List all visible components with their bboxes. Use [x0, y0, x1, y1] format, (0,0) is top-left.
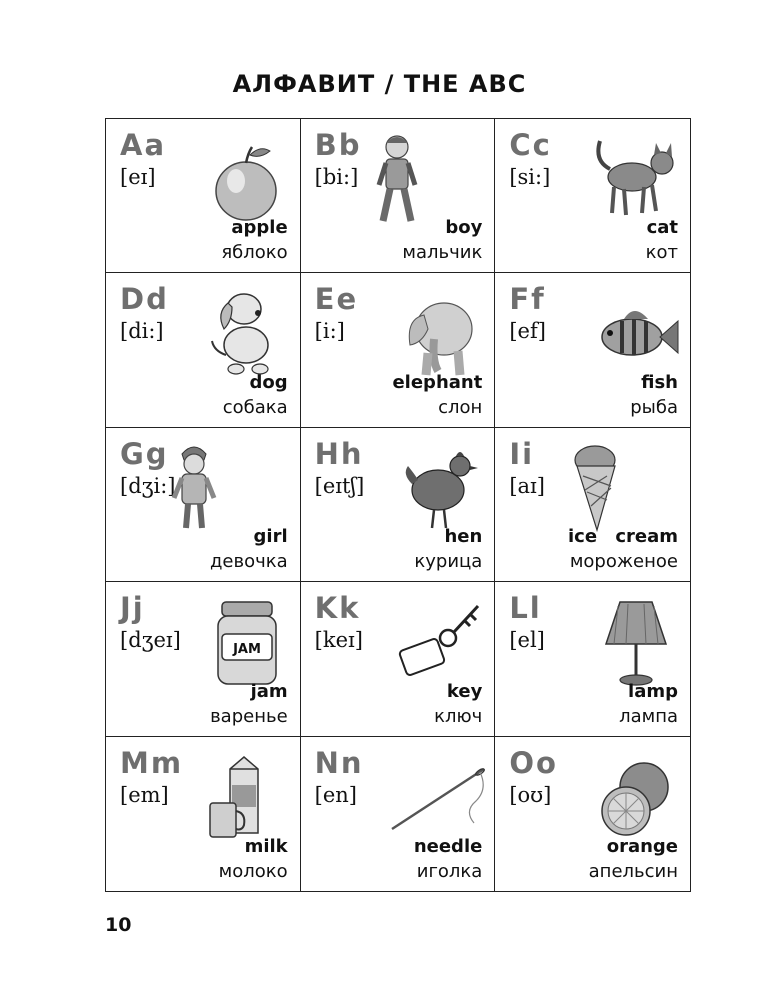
card-phonetic: [ef] [509, 319, 546, 344]
card-word: lamp [628, 680, 678, 702]
alphabet-card-b [301, 119, 496, 273]
card-letter: Ff [509, 282, 546, 317]
card-letter: Ii [509, 436, 535, 471]
card-translation: слон [438, 396, 483, 418]
card-phonetic: [dʒi:] [120, 473, 176, 498]
card-phonetic: [el] [509, 628, 545, 653]
card-phonetic: [dʒeɪ] [120, 628, 181, 653]
card-phonetic: [si:] [509, 165, 551, 189]
card-word: orange [606, 835, 678, 857]
card-word: fish [641, 371, 678, 393]
alphabet-card-m [106, 737, 301, 891]
alphabet-card-g [106, 428, 301, 582]
card-letter: Gg [120, 436, 169, 471]
hen-icon [398, 440, 484, 536]
elephant-icon [398, 285, 484, 381]
card-letter: Nn [314, 745, 364, 780]
card-translation: апельсин [588, 860, 678, 882]
page-title: АЛФАВИТ / THE ABC [232, 70, 527, 98]
card-phonetic: [bi:] [314, 165, 359, 189]
card-translation: молоко [218, 860, 288, 882]
alphabet-card-l [495, 582, 690, 736]
card-translation: варенье [210, 705, 288, 727]
card-word: dog [249, 371, 288, 393]
boy-icon [371, 131, 457, 227]
card-letter: Bb [314, 128, 362, 162]
card-letter: Aa [120, 128, 167, 162]
dog-icon [204, 285, 290, 381]
ice-cream-icon [567, 440, 653, 536]
alphabet-card-o [495, 737, 690, 891]
alphabet-card-e [301, 273, 496, 427]
alphabet-card-c [495, 119, 690, 273]
card-letter: Cc [509, 128, 552, 162]
key-icon [398, 594, 484, 690]
card-translation: ключ [434, 705, 483, 727]
card-word: cat [646, 217, 678, 239]
card-word: needle [413, 835, 483, 857]
alphabet-card-h [301, 428, 496, 582]
card-word: elephant [392, 371, 483, 393]
card-phonetic: [en] [314, 782, 357, 807]
card-translation: кот [645, 242, 678, 264]
card-translation: яблоко [221, 242, 288, 264]
card-word: apple [231, 217, 288, 239]
card-phonetic: [i:] [314, 319, 345, 344]
card-phonetic: [eɪtʃ] [314, 473, 365, 498]
alphabet-card-k [301, 582, 496, 736]
card-word: girl [253, 526, 288, 548]
card-letter: Kk [314, 591, 361, 626]
card-word: key [446, 680, 483, 702]
card-phonetic: [em] [120, 782, 169, 807]
page-number: 10 [105, 914, 132, 936]
card-word: jam [250, 680, 288, 702]
alphabet-card-a [106, 119, 301, 273]
card-letter: Ll [509, 591, 542, 626]
card-translation: курица [414, 551, 483, 573]
apple-icon [204, 131, 290, 227]
card-phonetic: [oʊ] [509, 782, 552, 807]
alphabet-card-d [106, 273, 301, 427]
orange-icon [594, 749, 680, 845]
card-phonetic: [di:] [120, 319, 164, 344]
jam-label: JAM [232, 642, 261, 658]
card-letter: Ee [314, 282, 359, 317]
card-letter: Jj [120, 591, 145, 626]
needle-icon [376, 749, 486, 845]
lamp-icon [594, 594, 680, 690]
alphabet-card-f [495, 273, 690, 427]
milk-icon [204, 749, 290, 845]
card-phonetic: [aɪ] [509, 473, 545, 498]
card-phonetic: [keɪ] [314, 628, 363, 653]
alphabet-grid [105, 118, 691, 892]
card-word: hen [444, 526, 483, 548]
card-translation: лампа [619, 705, 678, 727]
cat-icon [594, 131, 680, 227]
jam-jar-icon [204, 594, 290, 690]
alphabet-card-n [301, 737, 496, 891]
card-word: milk [244, 835, 288, 857]
card-letter: Dd [120, 282, 169, 317]
alphabet-card-i [495, 428, 690, 582]
card-letter: Hh [314, 436, 364, 471]
girl-icon [168, 440, 254, 536]
card-word: boy [445, 217, 483, 239]
card-letter: Mm [120, 745, 184, 780]
card-word: ice cream [568, 526, 678, 548]
card-translation: мальчик [402, 242, 483, 264]
card-translation: собака [222, 396, 288, 418]
card-phonetic: [eɪ] [120, 165, 156, 189]
card-translation: мороженое [569, 551, 678, 573]
card-translation: девочка [209, 551, 288, 573]
card-translation: рыба [630, 396, 678, 418]
alphabet-card-j [106, 582, 301, 736]
card-translation: иголка [416, 860, 483, 882]
fish-icon [594, 285, 680, 381]
card-letter: Oo [509, 745, 558, 780]
